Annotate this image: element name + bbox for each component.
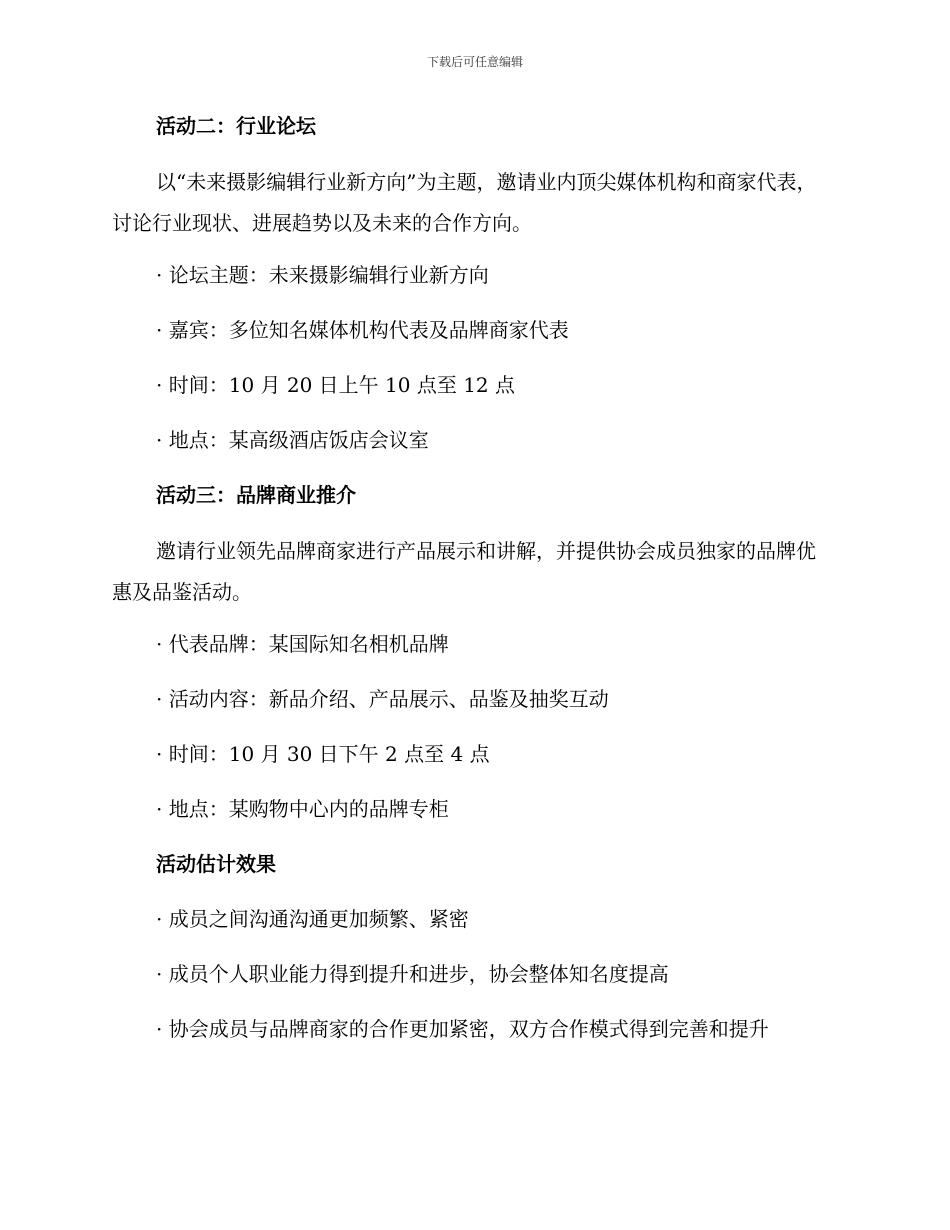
bullet-item: · 地点：某购物中心内的品牌专柜	[156, 797, 449, 821]
bullet-item: · 地点：某高级酒店饭店会议室	[156, 428, 429, 452]
bullet-item: · 论坛主题：未来摄影编辑行业新方向	[156, 263, 489, 287]
section-intro-brand: 邀请行业领先品牌商家进行产品展示和讲解，并提供协会成员独家的品牌优惠及品鉴活动。	[112, 539, 816, 604]
section-intro-forum: 以“未来摄影编辑行业新方向”为主题，邀请业内顶尖媒体机构和商家代表，讨论行业现状、进展趋势以及未来的合作方向。	[112, 170, 817, 235]
bullet-item: · 嘉宾：多位知名媒体机构代表及品牌商家代表	[156, 318, 569, 342]
bullet-item: · 成员个人职业能力得到提升和进步，协会整体知名度提高	[156, 962, 669, 986]
section-heading-brand: 活动三：品牌商业推介	[156, 483, 356, 507]
bullet-item: · 时间：10 月 30 日下午 2 点至 4 点	[156, 742, 490, 766]
document-body	[112, 110, 832, 1068]
bullet-item: · 时间：10 月 20 日上午 10 点至 12 点	[156, 373, 516, 397]
header-note: 下载后可任意编辑	[426, 55, 523, 69]
section-heading-effect: 活动估计效果	[156, 852, 276, 876]
bullet-item: · 活动内容：新品介绍、产品展示、品鉴及抽奖互动	[156, 687, 609, 711]
section-heading-forum: 活动二：行业论坛	[156, 114, 316, 138]
bullet-item: · 协会成员与品牌商家的合作更加紧密，双方合作模式得到完善和提升	[156, 1017, 769, 1041]
bullet-item: · 成员之间沟通沟通更加频繁、紧密	[156, 907, 469, 931]
bullet-item: · 代表品牌：某国际知名相机品牌	[156, 632, 449, 656]
